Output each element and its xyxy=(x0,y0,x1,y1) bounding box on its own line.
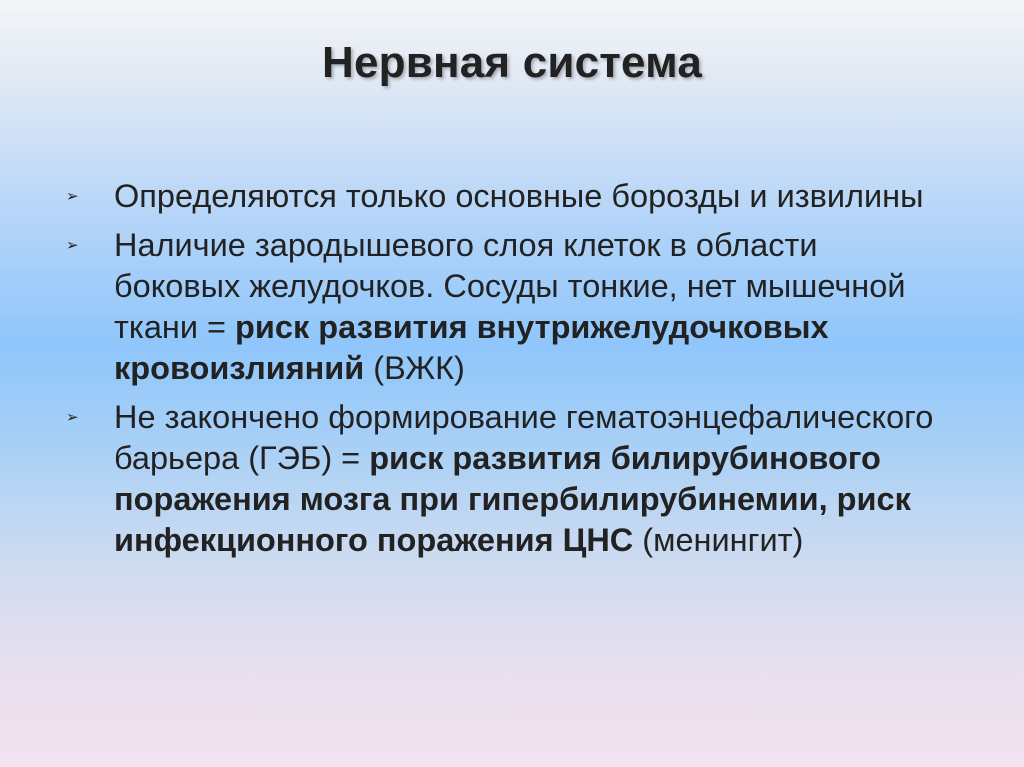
arrow-bullet-icon: ➢ xyxy=(66,237,79,254)
slide-title: Нервная система xyxy=(322,38,702,87)
bullet-text: Не закончено формирование гематоэнцефалического барьера (ГЭБ) = xyxy=(114,399,934,476)
bullet-text: Определяются только основные борозды и извилины xyxy=(114,178,924,214)
arrow-bullet-icon: ➢ xyxy=(66,409,79,426)
bullet-item xyxy=(66,397,946,561)
bullet-list xyxy=(66,176,946,569)
bullet-text: Наличие зародышевого слоя клеток в области боковых желудочков. Сосуды тонкие, нет мышечной ткани = xyxy=(114,227,906,345)
bullet-text: (ВЖК) xyxy=(364,350,465,386)
bullet-text-bold: риск развития внутрижелудочковых кровоизлияний xyxy=(114,309,829,386)
arrow-bullet-icon: ➢ xyxy=(66,188,79,205)
bullet-item xyxy=(66,176,946,217)
bullet-text-bold: риск развития билирубинового поражения мозга при гипербилирубинемии, риск инфекционного поражения ЦНС xyxy=(114,440,911,558)
bullet-item xyxy=(66,225,946,389)
bullet-text: (менингит) xyxy=(633,522,804,558)
